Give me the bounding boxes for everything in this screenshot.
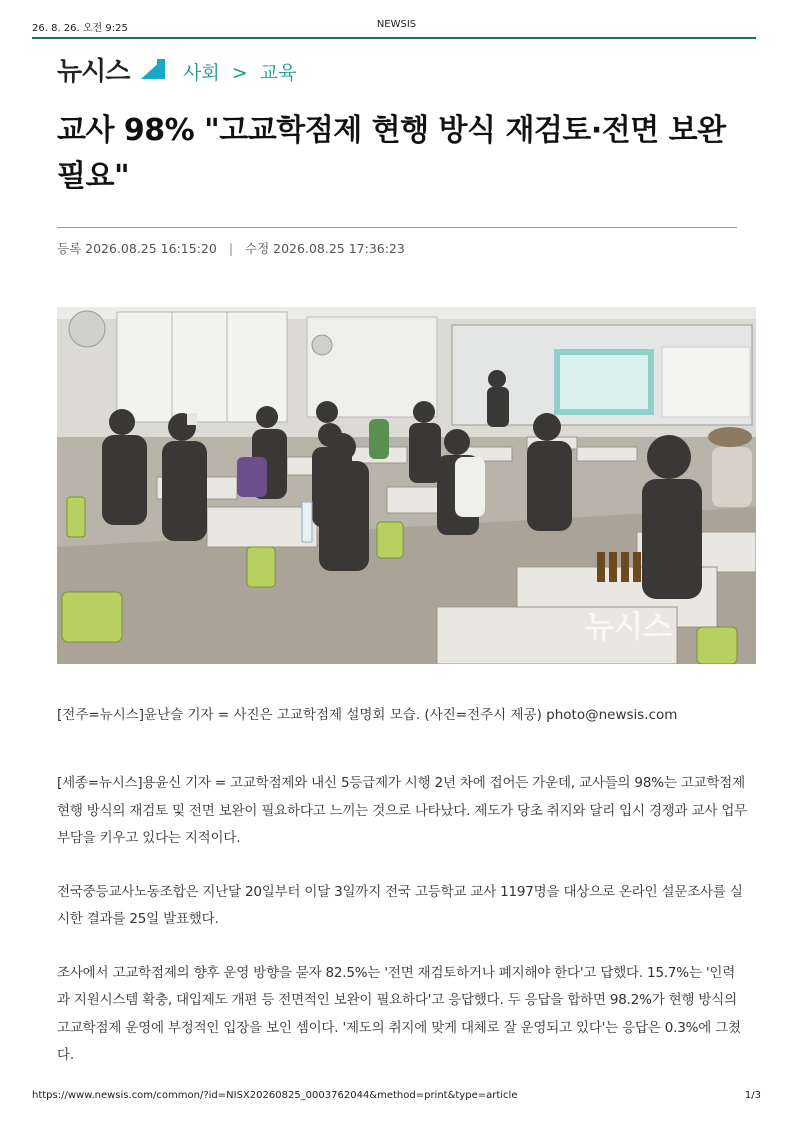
article-paragraph: 전국중등교사노동조합은 지난달 20일부터 이달 3일까지 전국 고등학교 교사 1197명을 대상으로 온라인 설문조사를 실시한 결과를 25일 발표했다. [57,883,743,927]
breadcrumb-section[interactable]: 사회 [183,62,220,84]
newsis-logo[interactable] [57,55,167,87]
classroom-photo-illustration [57,307,756,664]
print-site-name: NEWSIS [376,19,417,30]
meta-separator: | [228,241,234,256]
photo-caption: [전주=뉴시스]윤난슬 기자 = 사진은 고교학점제 설명회 모습. (사진=전주시 제공) photo@newsis.com [57,707,678,723]
title-divider [57,227,737,228]
header-divider [32,37,756,39]
page-number: 1/3 [744,1090,761,1101]
print-header [32,19,761,33]
breadcrumb-separator: > [231,62,248,84]
breadcrumb [183,58,302,85]
article-body [57,770,747,1096]
registered-label: 등록 [57,241,82,256]
logo-mark-bar [157,59,165,79]
modified-label: 수정 [245,241,270,256]
modified-time: 2026.08.25 17:36:23 [273,241,405,256]
article-title: 교사 98% "고교학점제 현행 방식 재검토·전면 보완 필요" [57,113,726,194]
article-photo [57,307,756,664]
logo-text: 뉴시스 [57,57,130,87]
breadcrumb-subsection[interactable]: 교육 [259,62,297,84]
article-paragraph: 조사에서 고교학점제의 향후 운영 방향을 묻자 82.5%는 '전면 재검토하거나 폐지해야 한다'고 답했다. 15.7%는 '인력과 지원시스템 확충, 대입제도 개편 등 전면적인 보완이 필요하다'고 응답했다. 두 응답을 합하면 98.2%가 현행 방식의 고교학점제 운영에 부정적인 입장을 보인 셈이다. '제도의 취지에 맞게 대체로 잘 운영되고 있다'는 응답은 0.3%에 그쳤다. [57,964,741,1063]
registered-time: 2026.08.25 16:15:20 [85,241,217,256]
print-url: https://www.newsis.com/common/?id=NISX20260825_0003762044&method=print&type=article [32,1090,518,1101]
article-meta [57,239,405,257]
article-paragraph: [세종=뉴시스]용윤신 기자 = 고교학점제와 내신 5등급제가 시행 2년 차에 접어든 가운데, 교사들의 98%는 고교학점제 현행 방식의 재검토 및 전면 보완이 필요하다고 느끼는 것으로 나타났다. 제도가 당초 취지와 달리 입시 경쟁과 교사 업무 부담을 키우고 있다는 지적이다. [57,775,748,846]
photo-watermark: 뉴시스 [585,610,672,645]
print-date: 26. 8. 26. 오전 9:25 [32,23,128,34]
